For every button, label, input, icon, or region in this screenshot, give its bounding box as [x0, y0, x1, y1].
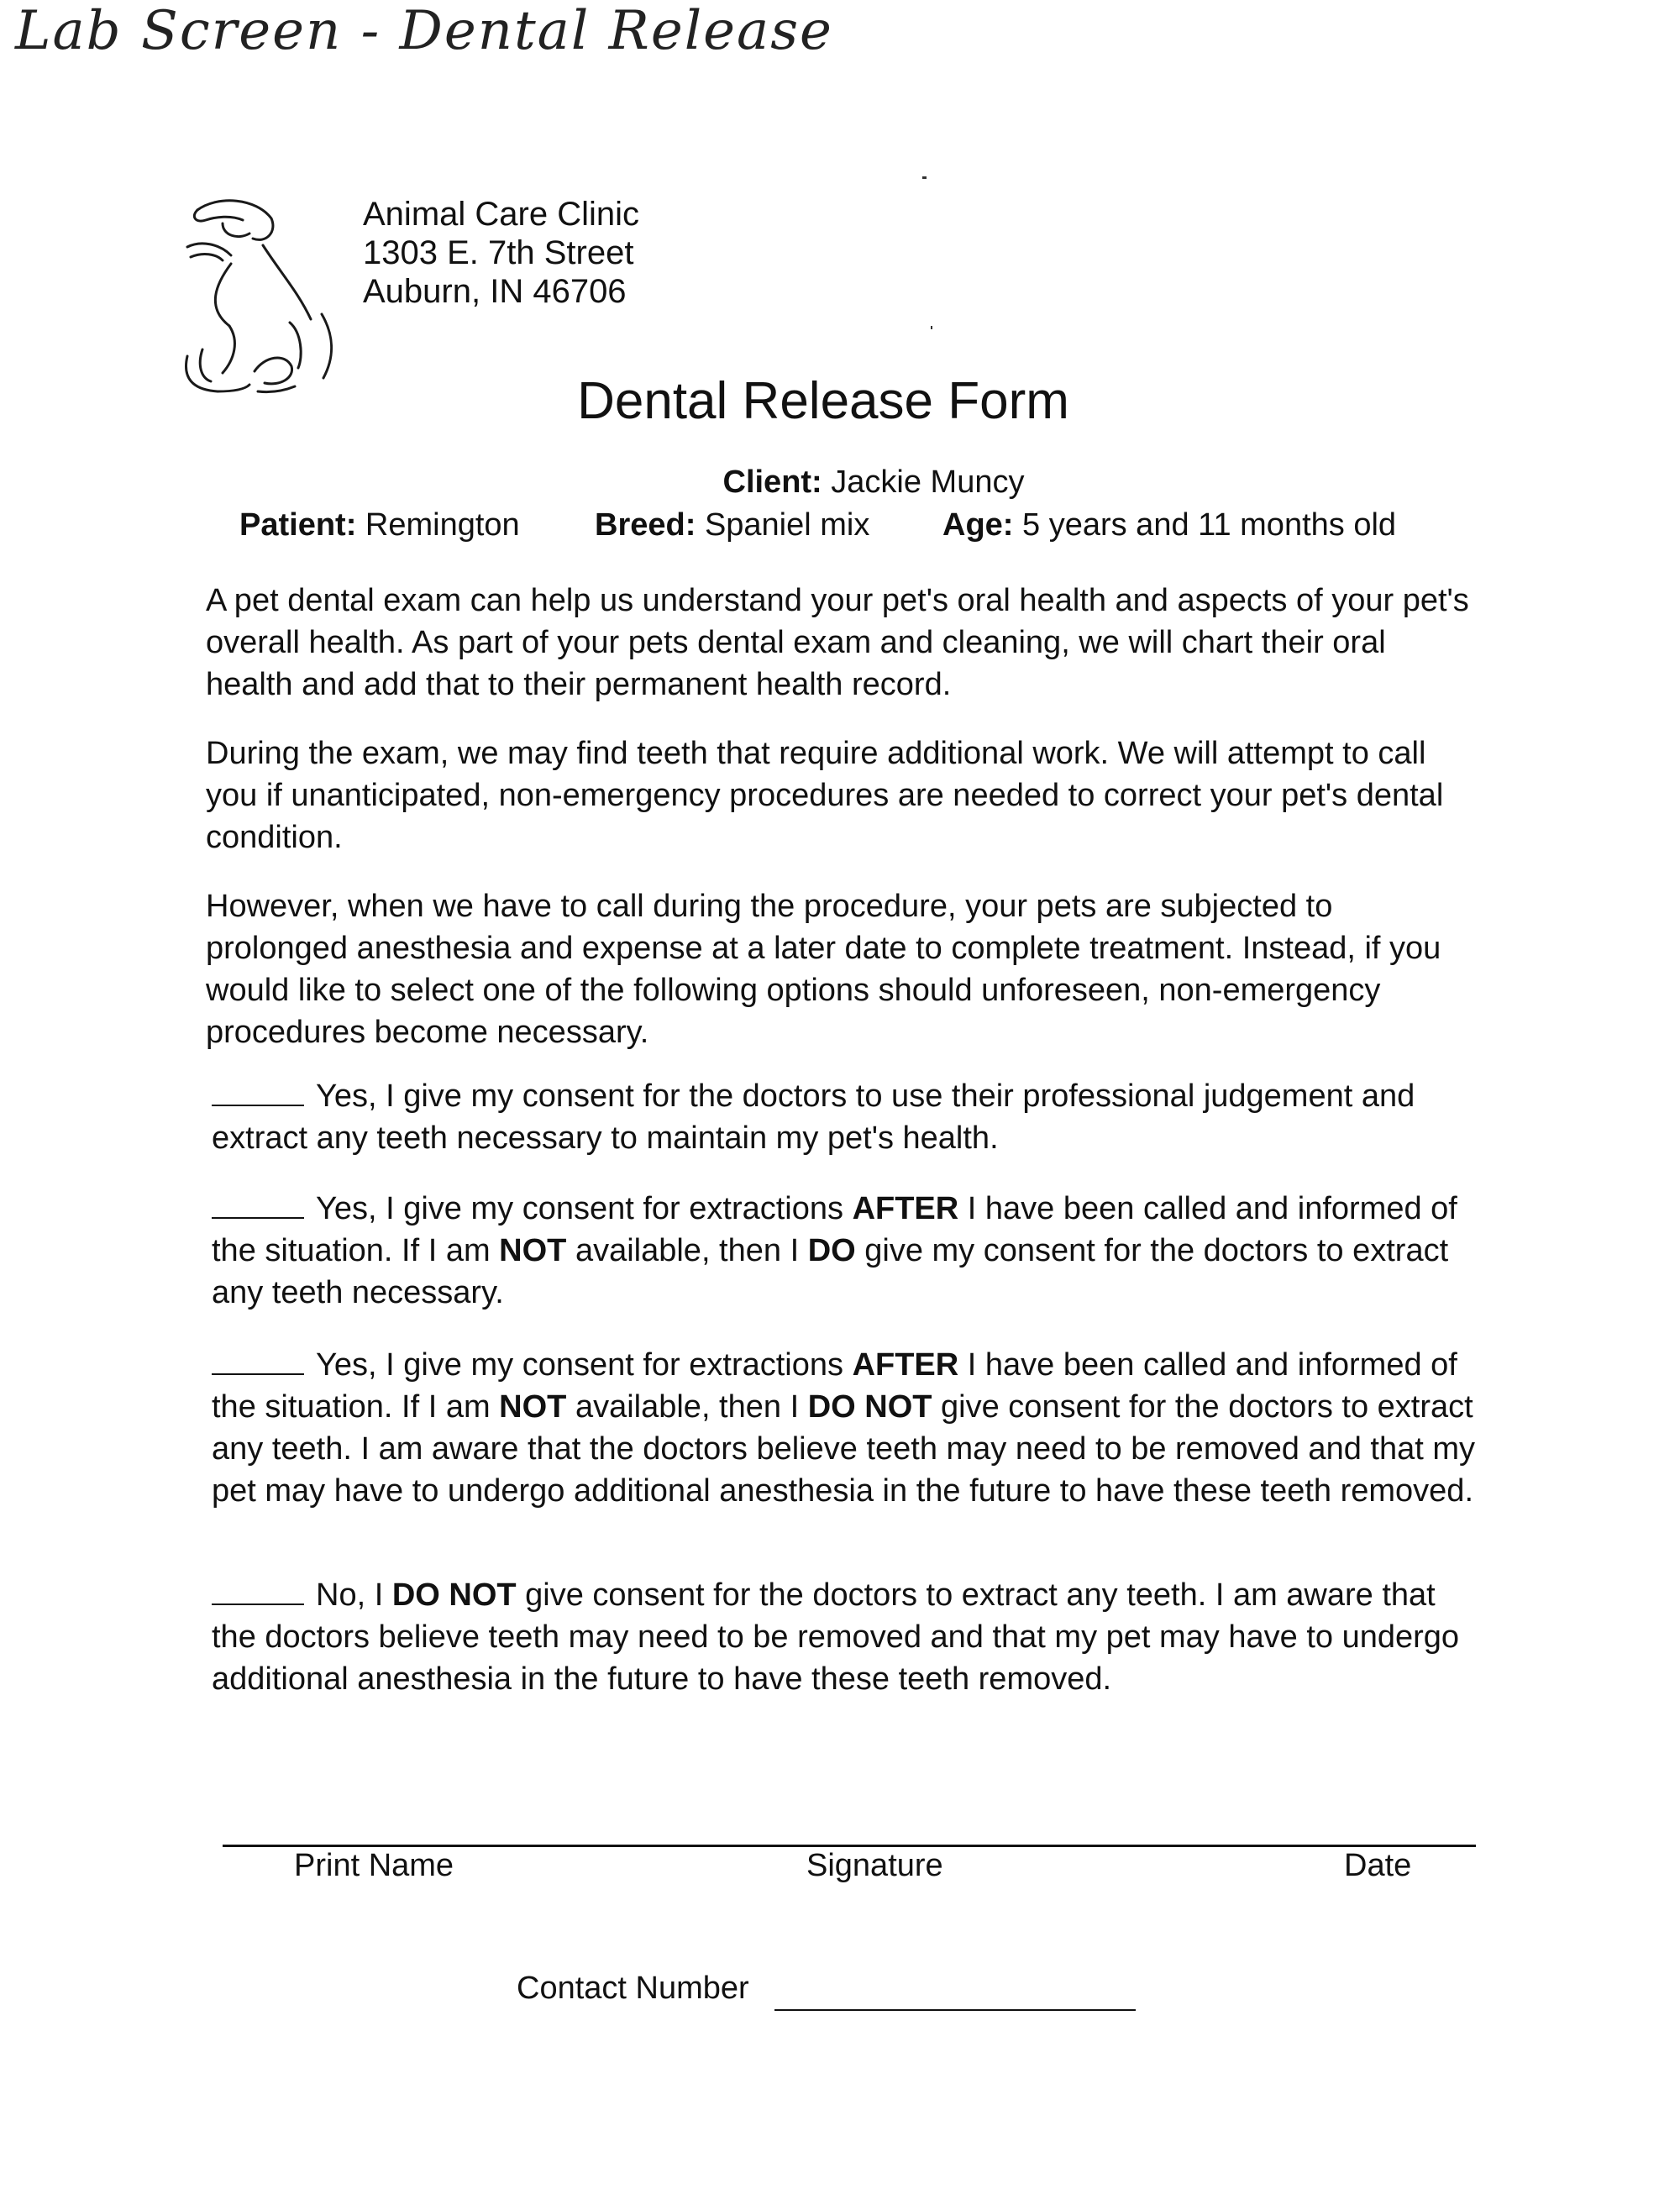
option-2-emph-not: NOT — [499, 1233, 567, 1268]
contact-number-label: Contact Number — [517, 1971, 749, 2006]
client-info — [0, 465, 1680, 501]
clinic-address — [363, 195, 639, 311]
client-value: Jackie Muncy — [831, 465, 1025, 500]
handwritten-note: Lab Screen - Dental Release — [15, 0, 833, 62]
breed-value: Spaniel mix — [704, 507, 870, 543]
intro-paragraph: A pet dental exam can help us understand your pet's oral health and aspects of your pet's overall health. As part of your pets dental exam and cleaning, we will chart their oral health and add that to their permanent health record. — [206, 583, 1469, 702]
form-title: Dental Release Form — [577, 372, 1069, 430]
client-label: Client: — [722, 465, 822, 500]
scan-speck — [922, 176, 927, 179]
option-2-text-e: available, then I — [566, 1233, 808, 1268]
breed-label: Breed: — [595, 507, 696, 543]
option-4-emph-do-not: DO NOT — [391, 1577, 517, 1613]
patient-value: Remington — [365, 507, 520, 543]
option-2-emph-after: AFTER — [852, 1191, 959, 1226]
clinic-city: Auburn, IN 46706 — [363, 273, 627, 310]
option-3-text-e: available, then I — [566, 1389, 808, 1425]
breed-info — [595, 507, 869, 543]
consent-option-1 — [212, 1075, 1488, 1159]
print-name-label: Print Name — [294, 1848, 454, 1883]
date-label: Date — [1344, 1848, 1412, 1883]
age-label: Age: — [942, 507, 1014, 543]
clinic-name: Animal Care Clinic — [363, 196, 639, 233]
option-3-emph-not: NOT — [499, 1389, 567, 1425]
option-3-blank[interactable] — [212, 1348, 304, 1375]
option-3-text-a: Yes, I give my consent for extractions — [316, 1347, 853, 1383]
option-2-blank[interactable] — [212, 1192, 304, 1219]
consent-option-2 — [212, 1188, 1488, 1314]
consent-option-4 — [212, 1574, 1488, 1700]
age-info — [942, 507, 1396, 543]
option-3-text-c: I have been called and informed of the situation. If I am — [212, 1347, 1457, 1425]
patient-info — [239, 507, 520, 543]
exam-paragraph: During the exam, we may find teeth that require additional work. We will attempt to call you if unanticipated, non-emergency procedures are needed to correct your pet's dental condition. — [206, 736, 1444, 855]
option-4-text-c: give consent for the doctors to extract any teeth. I am aware that the doctors believe teeth may need to be removed and that my pet may have to undergo additional anesthesia in the future to have these teeth removed. — [212, 1577, 1460, 1697]
option-3-emph-do-not: DO NOT — [807, 1389, 932, 1425]
option-2-text-g: give my consent for the doctors to extract any teeth necessary. — [212, 1233, 1449, 1310]
age-value: 5 years and 11 months old — [1022, 507, 1397, 543]
signature-label: Signature — [806, 1848, 943, 1883]
signature-line[interactable] — [223, 1845, 1476, 1847]
option-4-blank[interactable] — [212, 1578, 304, 1605]
patient-label: Patient: — [239, 507, 357, 543]
option-2-emph-do: DO — [807, 1233, 856, 1268]
option-4-text-a: No, I — [316, 1577, 392, 1613]
option-3-emph-after: AFTER — [852, 1347, 959, 1383]
option-3-text-g: give consent for the doctors to extract any teeth. I am aware that the doctors believe teeth may need to be removed and that my pet may have to undergo additional anesthesia in the future to have these teeth removed. — [212, 1389, 1475, 1509]
consent-option-3 — [212, 1344, 1488, 1512]
dog-logo-icon — [172, 192, 361, 402]
clinic-street: 1303 E. 7th Street — [363, 234, 634, 271]
option-1-blank[interactable] — [212, 1079, 304, 1106]
option-1-text: Yes, I give my consent for the doctors to use their professional judgement and extract any teeth necessary to maintain my pet's health. — [212, 1079, 1415, 1156]
options-intro-paragraph: However, when we have to call during the procedure, your pets are subjected to prolonged anesthesia and expense at a later date to complete treatment. Instead, if you would like to select one of the following options should unforeseen, non-emergency procedures become necessary. — [206, 889, 1441, 1050]
contact-number-line[interactable] — [774, 2009, 1136, 2011]
option-2-text-a: Yes, I give my consent for extractions — [316, 1191, 853, 1226]
scan-speck — [931, 326, 932, 329]
option-2-text-c: I have been called and informed of the situation. If I am — [212, 1191, 1457, 1268]
